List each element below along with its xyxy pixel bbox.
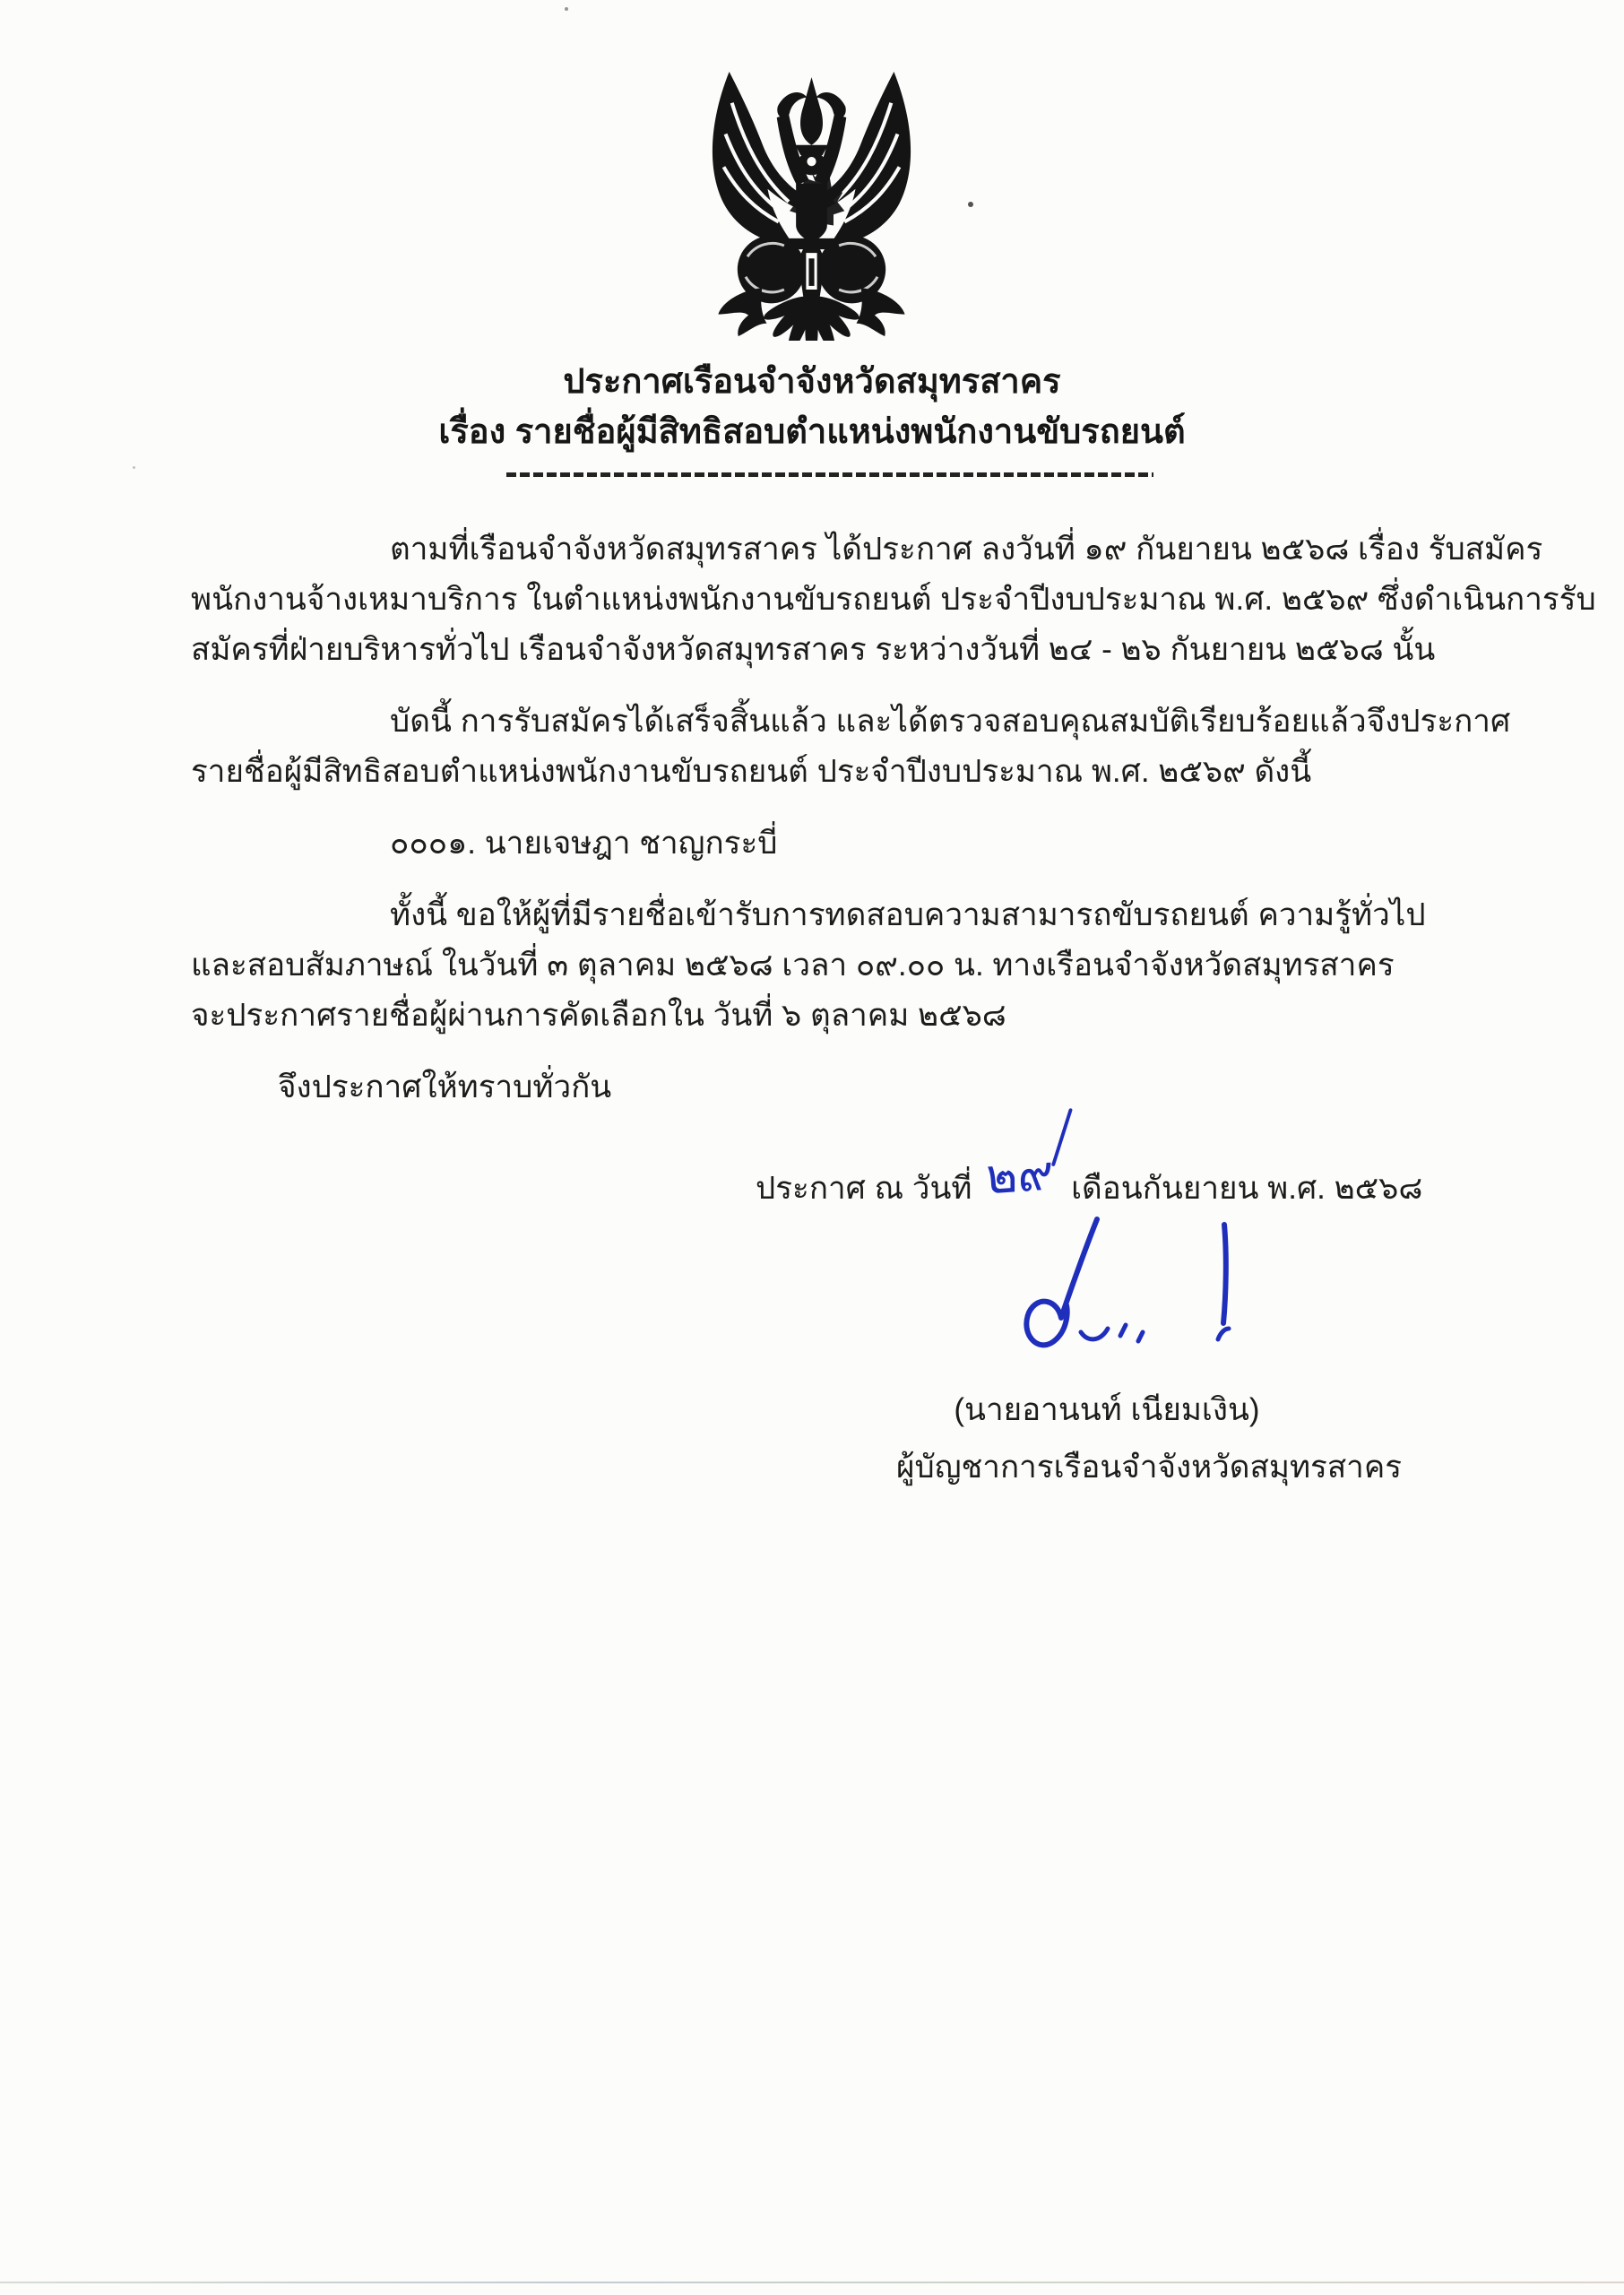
- handwritten-day-blue-ink: ๒๙: [986, 1146, 1054, 1205]
- body-line: รายชื่อผู้มีสิทธิสอบตำแหน่งพนักงานขับรถยนต์ ประจำปีงบประมาณ พ.ศ. ๒๕๖๙ ดังนี้: [191, 754, 1312, 789]
- date-prefix: ประกาศ ณ วันที่: [756, 1171, 972, 1206]
- body-line: ทั้งนี้ ขอให้ผู้ที่มีรายชื่อเข้ารับการทดสอบความสามารถขับรถยนต์ ความรู้ทั่วไป: [390, 897, 1426, 932]
- scan-speck: [565, 7, 568, 11]
- announcement-subject: เรื่อง รายชื่อผู้มีสิทธิสอบตำแหน่งพนักงานขับรถยนต์: [438, 413, 1186, 451]
- body-line: สมัครที่ฝ่ายบริหารทั่วไป เรือนจำจังหวัดสมุทรสาคร ระหว่างวันที่ ๒๔ - ๒๖ กันยายน ๒๕๖๘ นั้น: [191, 632, 1436, 667]
- signature-ink: [1011, 1208, 1316, 1392]
- announcement-date-line: [756, 1146, 1423, 1214]
- body-line: ตามที่เรือนจำจังหวัดสมุทรสาคร ได้ประกาศ ลงวันที่ ๑๙ กันยายน ๒๕๖๘ เรื่อง รับสมัคร: [390, 532, 1543, 567]
- dashed-divider: [506, 472, 1153, 477]
- signer-block: [896, 1385, 1403, 1493]
- body-line: จะประกาศรายชื่อผู้ผ่านการคัดเลือกใน วันที่ ๖ ตุลาคม ๒๕๖๘: [191, 998, 1006, 1033]
- applicant-list-item: ๐๐๐๑. นายเจษฎา ชาญกระบี่: [390, 826, 778, 861]
- document-title-block: [0, 357, 1624, 457]
- body-line: พนักงานจ้างเหมาบริการ ในตำแหน่งพนักงานขับรถยนต์ ประจำปีงบประมาณ พ.ศ. ๒๕๖๙ ซึ่งดำเนินการรับ: [191, 582, 1596, 617]
- closing-statement: จึงประกาศให้ทราบทั่วกัน: [278, 1070, 612, 1104]
- scan-edge-line: [0, 2282, 1624, 2283]
- scan-speck: [133, 466, 135, 469]
- signer-title: ผู้บัญชาการเรือนจำจังหวัดสมุทรสาคร: [896, 1450, 1403, 1485]
- date-suffix: เดือนกันยายน พ.ศ. ๒๕๖๘: [1071, 1171, 1423, 1206]
- announcement-body: [191, 524, 1596, 1113]
- garuda-emblem-icon: [702, 63, 921, 341]
- announcement-title: ประกาศเรือนจำจังหวัดสมุทรสาคร: [563, 363, 1061, 401]
- scan-speck: [968, 202, 973, 207]
- signer-name: (นายอานนท์ เนียมเงิน): [954, 1392, 1260, 1427]
- body-line: บัดนี้ การรับสมัครได้เสร็จสิ้นแล้ว และได้ตรวจสอบคุณสมบัติเรียบร้อยแล้วจึงประกาศ: [390, 704, 1511, 739]
- body-line: และสอบสัมภาษณ์ ในวันที่ ๓ ตุลาคม ๒๕๖๘ เวลา ๐๙.๐๐ น. ทางเรือนจำจังหวัดสมุทรสาคร: [191, 948, 1395, 983]
